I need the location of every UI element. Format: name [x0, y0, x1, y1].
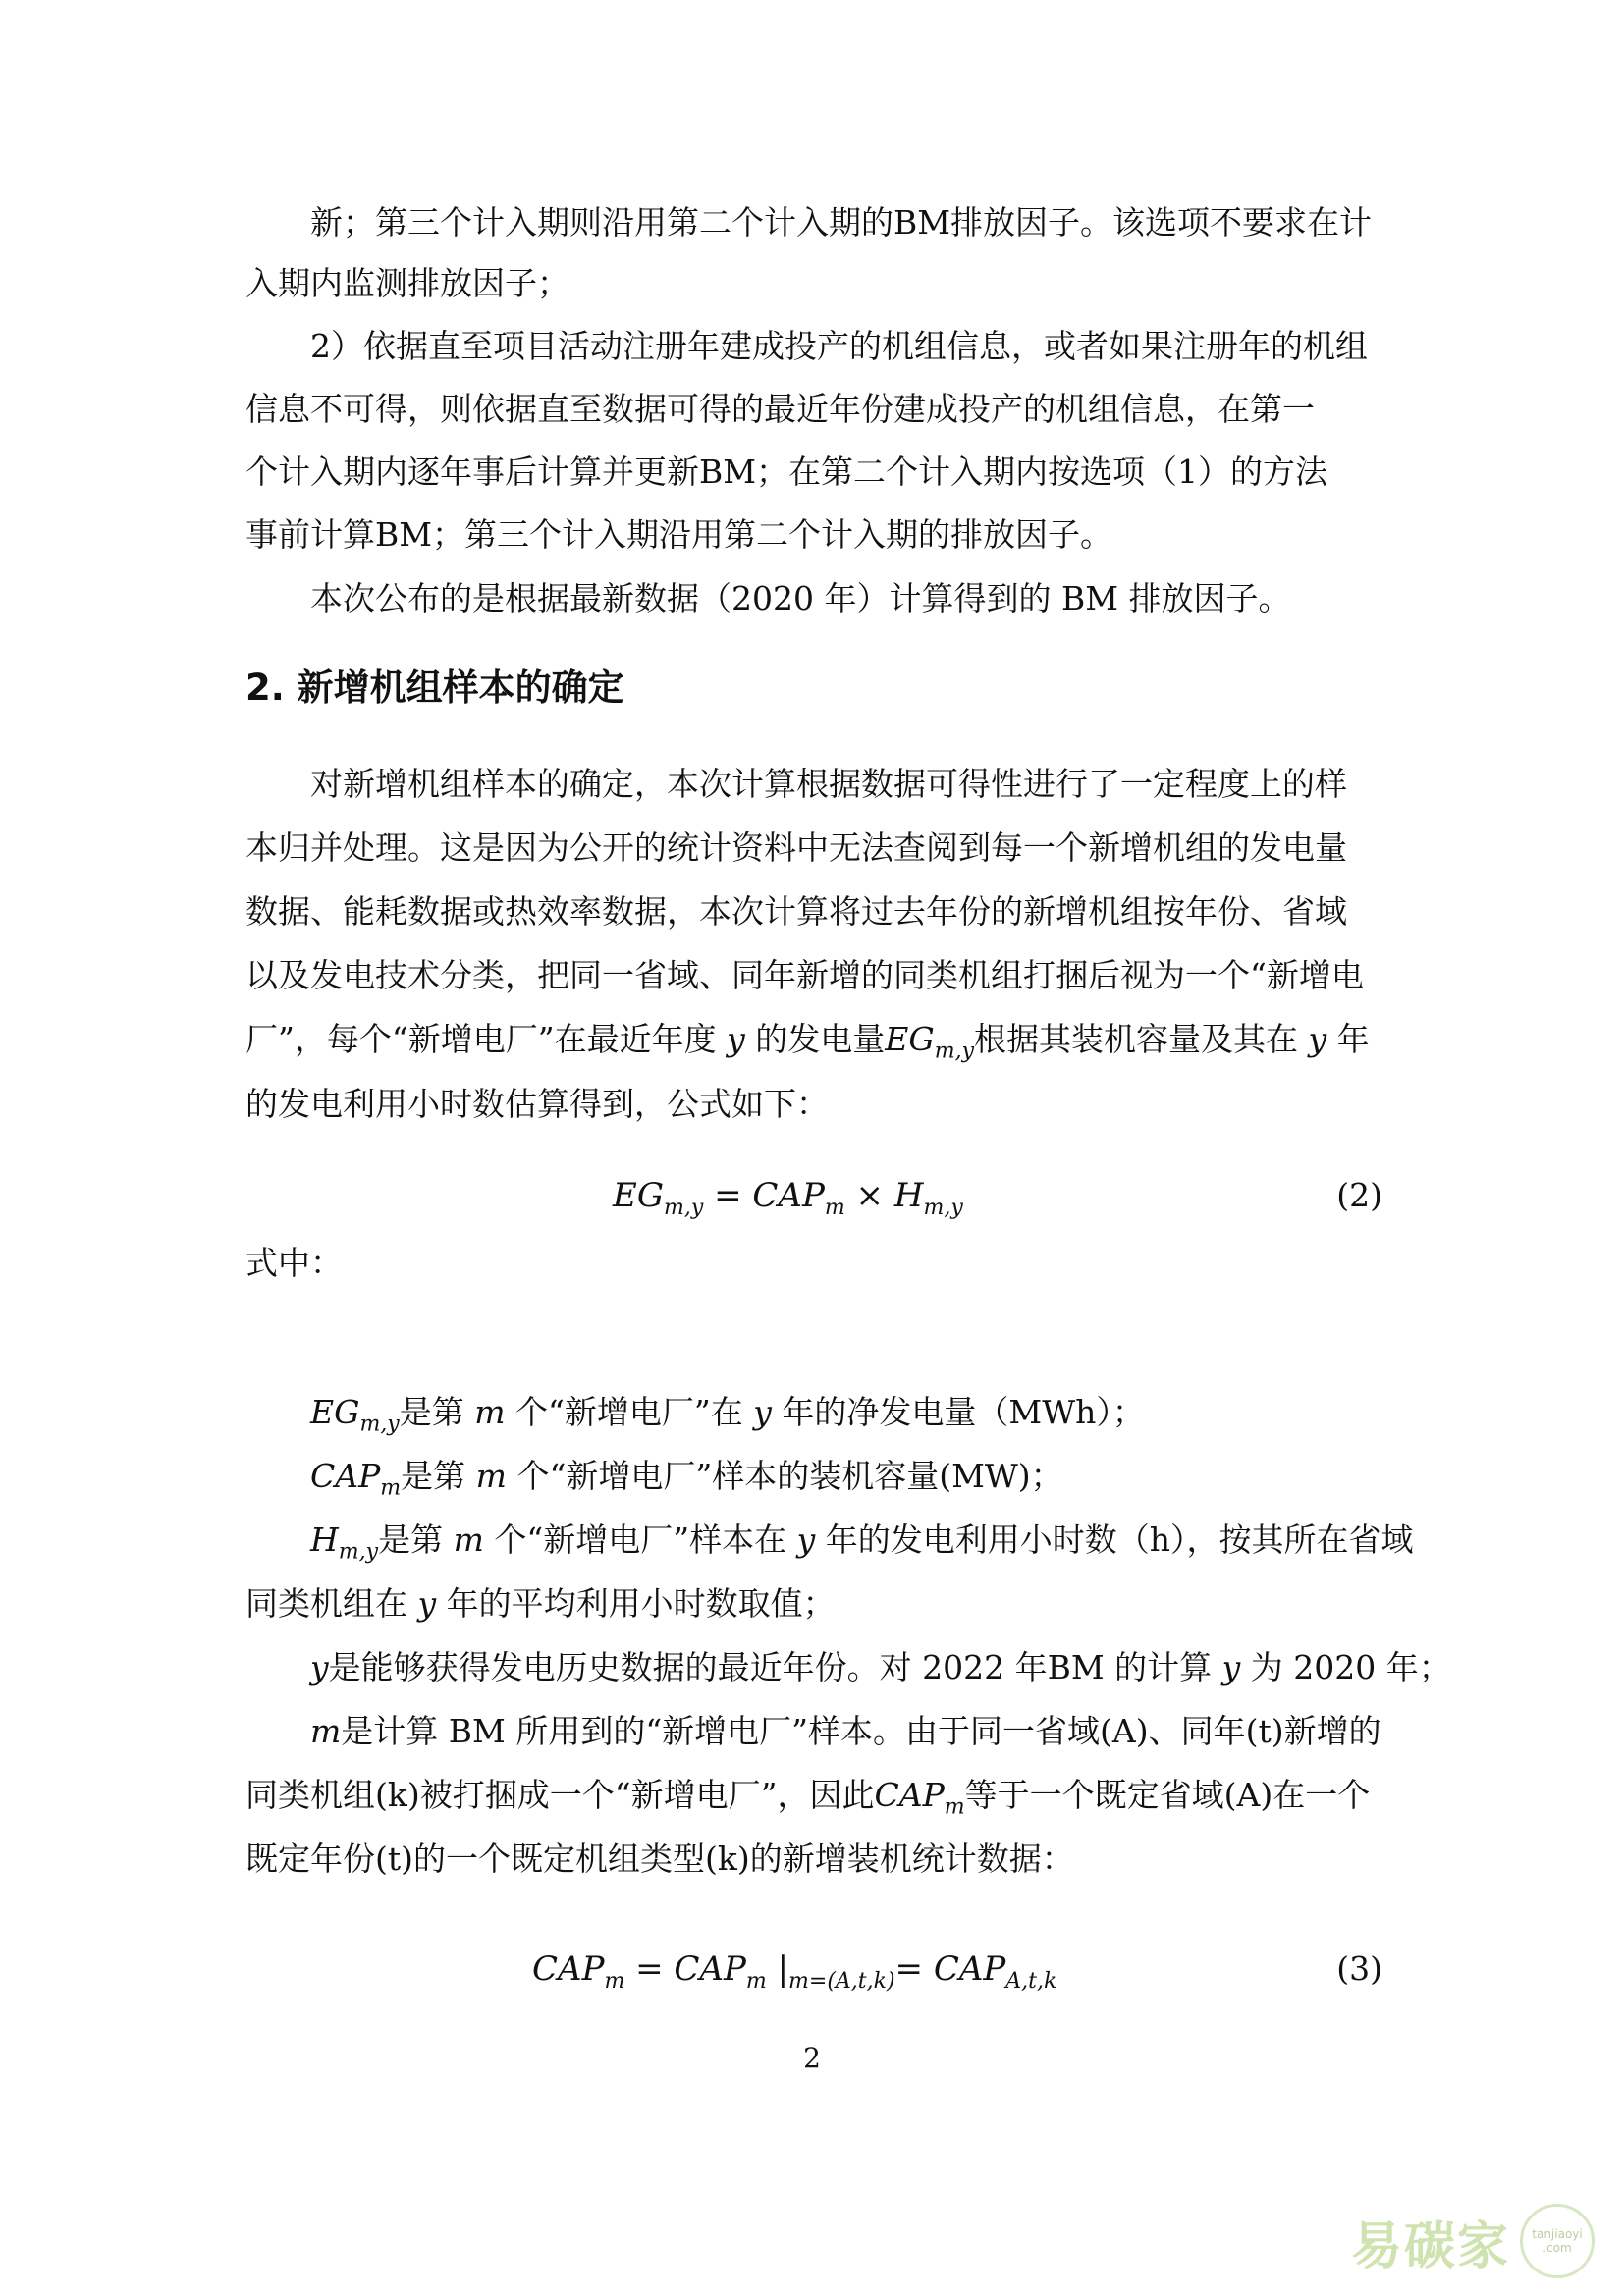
eq-symbol: = CAP — [894, 1949, 1006, 1989]
text-run: 同类机组在 — [245, 1584, 418, 1623]
text-line: 的发电利用小时数估算得到，公式如下： — [245, 1085, 829, 1123]
page-number: 2 — [803, 2042, 821, 2074]
variable: EG — [310, 1393, 360, 1431]
text-line: 个计入期内逐年事后计算并更新BM；在第二个计入期内按选项（1）的方法 — [245, 453, 1328, 491]
eq-subscript: m — [824, 1195, 845, 1220]
definition-line — [245, 1774, 1370, 1830]
text-run: 为 2020 年； — [1240, 1648, 1451, 1686]
eq-subscript: m,y — [663, 1195, 704, 1220]
text-run: 个“新增电厂”在 — [505, 1393, 754, 1431]
subscript: m,y — [934, 1039, 975, 1064]
subscript: m — [944, 1794, 965, 1820]
text-run: 年的净发电量（MWh）； — [771, 1393, 1145, 1431]
definition-line — [310, 1710, 1381, 1753]
variable: m — [475, 1457, 507, 1495]
text-line: 数据、能耗数据或热效率数据，本次计算将过去年份的新增机组按年份、省域 — [245, 892, 1347, 931]
text-run: 个“新增电厂”样本的装机容量(MW)； — [506, 1457, 1063, 1495]
text-run: 等于一个既定省域(A)在一个 — [964, 1776, 1371, 1814]
text-run: 的发电量 — [744, 1020, 886, 1058]
variable: m — [453, 1521, 484, 1559]
equation-number: (2) — [1336, 1176, 1382, 1214]
variable: y — [417, 1584, 437, 1623]
eq-symbol: EG — [613, 1176, 664, 1215]
equation-3 — [532, 1947, 1056, 2004]
variable: y — [727, 1020, 745, 1058]
eq-subscript: m — [745, 1968, 767, 1994]
text-line: 入期内监测排放因子； — [245, 264, 569, 302]
text-run: 个“新增电厂”样本在 — [483, 1521, 797, 1559]
eq-subscript: A,t,k — [1005, 1968, 1057, 1994]
eq-symbol: CAP — [532, 1949, 605, 1989]
text-run: 是第 — [401, 1457, 476, 1495]
eq-subscript: m=(A,t,k) — [788, 1968, 895, 1994]
watermark — [1351, 2204, 1595, 2278]
eq-symbol: = CAP — [703, 1176, 825, 1215]
variable: y — [796, 1521, 816, 1559]
definition-line — [310, 1455, 1063, 1511]
watermark-logo-icon: tanjiaoyi .com — [1520, 2204, 1595, 2278]
variable: y — [1221, 1648, 1241, 1686]
text-run: 年的平均利用小时数取值； — [436, 1584, 836, 1623]
eq-symbol: = CAP — [624, 1949, 746, 1989]
variable: y — [310, 1648, 329, 1686]
text-run: 年 — [1326, 1020, 1370, 1058]
text-run: 是计算 BM 所用到的“新增电厂”样本。由于同一省域(A)、同年(t)新增的 — [341, 1712, 1381, 1750]
eq-subscript: m — [604, 1968, 625, 1994]
text-line: 对新增机组样本的确定，本次计算根据数据可得性进行了一定程度上的样 — [310, 765, 1347, 803]
text-run: 根据其装机容量及其在 — [974, 1020, 1309, 1058]
text-run: 同类机组(k)被打捆成一个“新增电厂”，因此 — [245, 1776, 875, 1814]
equation-number: (3) — [1336, 1949, 1382, 1988]
definition-line — [310, 1519, 1414, 1575]
definition-line: 既定年份(t)的一个既定机组类型(k)的新增装机统计数据： — [245, 1840, 1074, 1878]
text-line: 以及发电技术分类，把同一省域、同年新增的同类机组打捆后视为一个“新增电 — [245, 956, 1364, 994]
text-line: 式中： — [245, 1244, 343, 1282]
text-line: 2）依据直至项目活动注册年建成投产的机组信息，或者如果注册年的机组 — [310, 327, 1368, 365]
definition-line — [310, 1391, 1145, 1447]
definition-line — [245, 1582, 836, 1626]
subscript: m,y — [359, 1412, 400, 1437]
variable: CAP — [310, 1457, 381, 1495]
variable: H — [310, 1521, 339, 1559]
section-heading: 2. 新增机组样本的确定 — [245, 667, 624, 709]
variable: m — [474, 1393, 506, 1431]
subscript: m — [380, 1475, 402, 1501]
text-line: 本归并处理。这是因为公开的统计资料中无法查阅到每一个新增机组的发电量 — [245, 828, 1347, 867]
variable: EG — [885, 1020, 935, 1058]
watermark-text: 易碳家 — [1350, 2216, 1510, 2276]
definition-line — [310, 1646, 1451, 1689]
text-line: 事前计算BM；第三个计入期沿用第二个计入期的排放因子。 — [245, 515, 1113, 554]
text-run: 厂”，每个“新增电厂”在最近年度 — [245, 1020, 728, 1058]
text-run: 是能够获得发电历史数据的最近年份。对 2022 年BM 的计算 — [328, 1648, 1222, 1686]
text-line: 新；第三个计入期则沿用第二个计入期的BM排放因子。该选项不要求在计 — [310, 203, 1373, 241]
eq-symbol: × H — [844, 1176, 924, 1215]
variable: y — [1308, 1020, 1327, 1058]
text-run: 是第 — [378, 1521, 454, 1559]
equation-2 — [613, 1173, 963, 1231]
text-run: 是第 — [399, 1393, 475, 1431]
variable: CAP — [874, 1776, 945, 1814]
text-line: 信息不可得，则依据直至数据可得的最近年份建成投产的机组信息，在第一 — [245, 390, 1315, 428]
subscript: m,y — [338, 1539, 379, 1565]
text-run: 年的发电利用小时数（h），按其所在省域 — [815, 1521, 1414, 1559]
eq-subscript: m,y — [923, 1195, 963, 1220]
variable: m — [310, 1712, 342, 1750]
text-line — [245, 1018, 1370, 1074]
eq-symbol: | — [766, 1949, 789, 1989]
text-line: 本次公布的是根据最新数据（2020 年）计算得到的 BM 排放因子。 — [310, 579, 1291, 617]
variable: y — [753, 1393, 772, 1431]
